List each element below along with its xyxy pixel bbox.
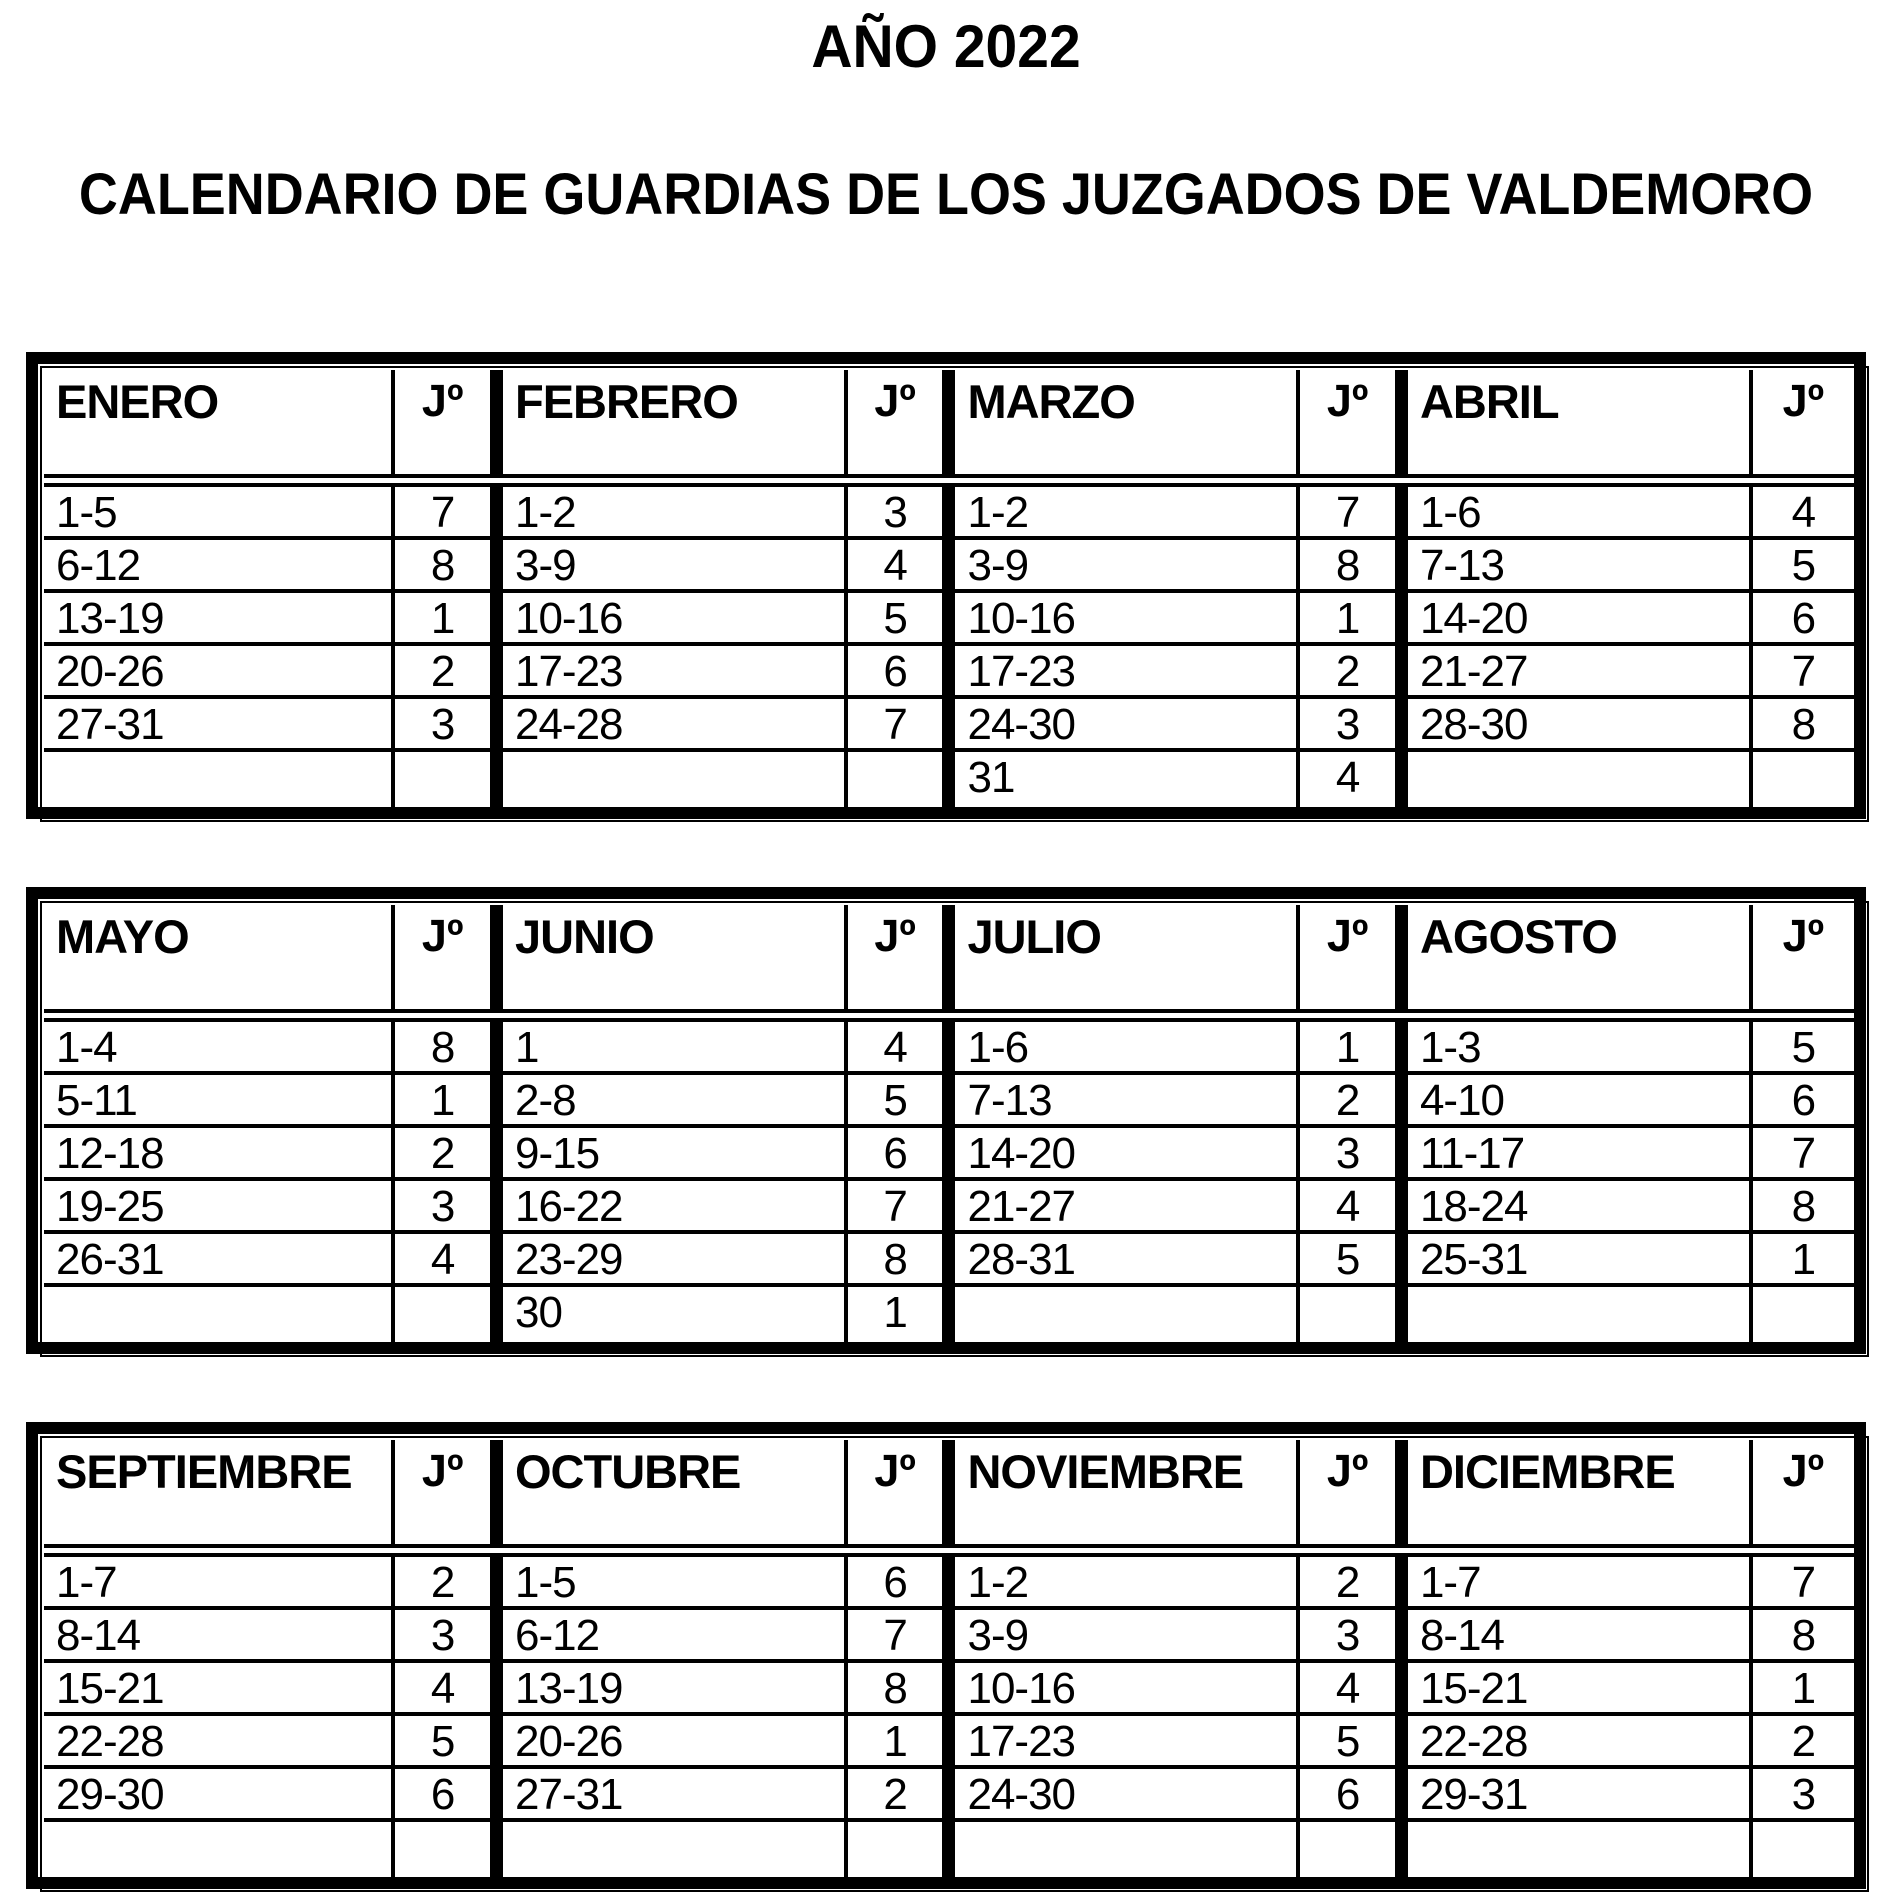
- court-number-cell: 8: [1298, 538, 1401, 591]
- court-number-cell: 5: [1751, 538, 1854, 591]
- court-number-cell: 6: [393, 1767, 496, 1820]
- guard-dates-cell: 24-30: [949, 1767, 1298, 1820]
- calendar-block-ene-abr: [26, 352, 1866, 819]
- court-number-cell: 6: [1298, 1767, 1401, 1820]
- court-column-header: Jº: [1298, 905, 1401, 1016]
- month-header: OCTUBRE: [496, 1440, 845, 1551]
- court-number-cell: 7: [846, 1608, 949, 1661]
- guard-dates-cell: 9-15: [496, 1126, 845, 1179]
- court-number-cell: 8: [1751, 697, 1854, 750]
- guard-dates-cell: 10-16: [496, 591, 845, 644]
- month-header: DICIEMBRE: [1401, 1440, 1750, 1551]
- table-row: [44, 1608, 1854, 1661]
- court-number-cell: [393, 1285, 496, 1342]
- court-number-cell: 5: [1298, 1232, 1401, 1285]
- court-number-cell: 3: [393, 697, 496, 750]
- court-column-header: Jº: [846, 370, 949, 481]
- court-number-cell: 1: [1751, 1661, 1854, 1714]
- table-row: [44, 1714, 1854, 1767]
- table-row: [44, 750, 1854, 807]
- guard-dates-cell: 7-13: [949, 1073, 1298, 1126]
- court-number-cell: [846, 1820, 949, 1877]
- guard-dates-cell: 31: [949, 750, 1298, 807]
- court-number-cell: [393, 1820, 496, 1877]
- guard-dates-cell: 27-31: [496, 1767, 845, 1820]
- court-number-cell: 4: [1298, 1661, 1401, 1714]
- table-row: [44, 1767, 1854, 1820]
- guard-dates-cell: 1-2: [949, 481, 1298, 539]
- table-row: [44, 1232, 1854, 1285]
- court-number-cell: 2: [846, 1767, 949, 1820]
- court-number-cell: 2: [1298, 644, 1401, 697]
- guard-dates-cell: 11-17: [1401, 1126, 1750, 1179]
- court-number-cell: 7: [1751, 1551, 1854, 1609]
- guard-dates-cell: 5-11: [44, 1073, 393, 1126]
- guard-dates-cell: 6-12: [44, 538, 393, 591]
- guard-dates-cell: [496, 750, 845, 807]
- court-column-header: Jº: [846, 1440, 949, 1551]
- guard-calendar-table-q2: [44, 905, 1854, 1342]
- table-row: [44, 1179, 1854, 1232]
- court-number-cell: 2: [1298, 1551, 1401, 1609]
- guard-dates-cell: 1-6: [949, 1016, 1298, 1074]
- court-number-cell: 6: [1751, 591, 1854, 644]
- table-row: [44, 1551, 1854, 1609]
- table-row: [44, 1126, 1854, 1179]
- guard-dates-cell: 12-18: [44, 1126, 393, 1179]
- court-number-cell: 7: [1751, 644, 1854, 697]
- guard-dates-cell: 20-26: [44, 644, 393, 697]
- guard-dates-cell: 29-30: [44, 1767, 393, 1820]
- guard-dates-cell: 24-28: [496, 697, 845, 750]
- court-column-header: Jº: [1298, 370, 1401, 481]
- guard-dates-cell: 24-30: [949, 697, 1298, 750]
- guard-dates-cell: 14-20: [1401, 591, 1750, 644]
- court-number-cell: 8: [846, 1232, 949, 1285]
- guard-dates-cell: [496, 1820, 845, 1877]
- court-number-cell: 2: [1751, 1714, 1854, 1767]
- court-number-cell: [1298, 1285, 1401, 1342]
- table-row: [44, 1073, 1854, 1126]
- guard-dates-cell: 6-12: [496, 1608, 845, 1661]
- guard-dates-cell: [949, 1820, 1298, 1877]
- table-row: [44, 481, 1854, 539]
- court-number-cell: 8: [393, 538, 496, 591]
- page-subtitle: CALENDARIO DE GUARDIAS DE LOS JUZGADOS DE VALDEMORO: [78, 162, 1814, 227]
- court-column-header: Jº: [393, 370, 496, 481]
- court-number-cell: 7: [1298, 481, 1401, 539]
- guard-dates-cell: 16-22: [496, 1179, 845, 1232]
- calendar-block-sep-dic: [26, 1422, 1866, 1889]
- court-number-cell: 3: [1751, 1767, 1854, 1820]
- court-number-cell: 4: [393, 1232, 496, 1285]
- table-row: [44, 591, 1854, 644]
- table-row: [44, 1285, 1854, 1342]
- guard-dates-cell: 2-8: [496, 1073, 845, 1126]
- guard-dates-cell: 13-19: [496, 1661, 845, 1714]
- guard-dates-cell: 26-31: [44, 1232, 393, 1285]
- court-number-cell: 7: [846, 1179, 949, 1232]
- court-number-cell: 3: [1298, 697, 1401, 750]
- table-row: [44, 1820, 1854, 1877]
- court-number-cell: 2: [1298, 1073, 1401, 1126]
- guard-dates-cell: 1-5: [44, 481, 393, 539]
- guard-dates-cell: 1-7: [1401, 1551, 1750, 1609]
- guard-dates-cell: 10-16: [949, 1661, 1298, 1714]
- guard-dates-cell: 15-21: [44, 1661, 393, 1714]
- guard-dates-cell: 28-30: [1401, 697, 1750, 750]
- guard-dates-cell: 8-14: [44, 1608, 393, 1661]
- guard-dates-cell: 22-28: [44, 1714, 393, 1767]
- court-number-cell: 1: [1298, 591, 1401, 644]
- court-column-header: Jº: [846, 905, 949, 1016]
- guard-dates-cell: 27-31: [44, 697, 393, 750]
- month-header: SEPTIEMBRE: [44, 1440, 393, 1551]
- court-number-cell: [1751, 1820, 1854, 1877]
- court-number-cell: 8: [1751, 1608, 1854, 1661]
- court-number-cell: 4: [1298, 750, 1401, 807]
- table-row: [44, 1661, 1854, 1714]
- guard-dates-cell: [44, 1820, 393, 1877]
- court-column-header: Jº: [393, 1440, 496, 1551]
- guard-dates-cell: 3-9: [949, 538, 1298, 591]
- court-number-cell: [393, 750, 496, 807]
- court-number-cell: 6: [846, 1551, 949, 1609]
- court-number-cell: 2: [393, 1126, 496, 1179]
- court-number-cell: 5: [1298, 1714, 1401, 1767]
- guard-dates-cell: 25-31: [1401, 1232, 1750, 1285]
- calendar-block-may-ago: [26, 887, 1866, 1354]
- court-column-header: Jº: [1751, 1440, 1854, 1551]
- guard-dates-cell: 20-26: [496, 1714, 845, 1767]
- guard-dates-cell: 3-9: [496, 538, 845, 591]
- guard-dates-cell: 19-25: [44, 1179, 393, 1232]
- court-number-cell: 5: [846, 591, 949, 644]
- court-number-cell: 7: [393, 481, 496, 539]
- guard-dates-cell: 17-23: [949, 1714, 1298, 1767]
- table-row: [44, 644, 1854, 697]
- court-number-cell: 3: [846, 481, 949, 539]
- court-number-cell: 6: [846, 1126, 949, 1179]
- court-number-cell: 1: [393, 591, 496, 644]
- guard-dates-cell: 8-14: [1401, 1608, 1750, 1661]
- guard-dates-cell: 1-3: [1401, 1016, 1750, 1074]
- table-row: [44, 1016, 1854, 1074]
- court-number-cell: 1: [846, 1714, 949, 1767]
- header-row: [44, 905, 1854, 1016]
- guard-dates-cell: 30: [496, 1285, 845, 1342]
- guard-dates-cell: 17-23: [949, 644, 1298, 697]
- court-number-cell: 8: [846, 1661, 949, 1714]
- guard-dates-cell: 22-28: [1401, 1714, 1750, 1767]
- table-row: [44, 697, 1854, 750]
- court-number-cell: 4: [1751, 481, 1854, 539]
- guard-calendar-table-q1: [44, 370, 1854, 807]
- court-column-header: Jº: [393, 905, 496, 1016]
- court-number-cell: 5: [1751, 1016, 1854, 1074]
- guard-dates-cell: 1: [496, 1016, 845, 1074]
- court-number-cell: 2: [393, 644, 496, 697]
- month-header: FEBRERO: [496, 370, 845, 481]
- court-number-cell: 4: [846, 538, 949, 591]
- header-row: [44, 370, 1854, 481]
- court-number-cell: 5: [846, 1073, 949, 1126]
- guard-dates-cell: [44, 1285, 393, 1342]
- court-number-cell: 6: [846, 644, 949, 697]
- guard-dates-cell: 23-29: [496, 1232, 845, 1285]
- guard-dates-cell: 28-31: [949, 1232, 1298, 1285]
- guard-dates-cell: 1-2: [949, 1551, 1298, 1609]
- guard-dates-cell: [1401, 1285, 1750, 1342]
- court-number-cell: 7: [1751, 1126, 1854, 1179]
- guard-calendar-table-q3: [44, 1440, 1854, 1877]
- court-column-header: Jº: [1751, 370, 1854, 481]
- court-column-header: Jº: [1751, 905, 1854, 1016]
- court-number-cell: 1: [1751, 1232, 1854, 1285]
- court-number-cell: [1298, 1820, 1401, 1877]
- court-number-cell: 1: [846, 1285, 949, 1342]
- month-header: AGOSTO: [1401, 905, 1750, 1016]
- guard-dates-cell: [1401, 750, 1750, 807]
- guard-dates-cell: 17-23: [496, 644, 845, 697]
- court-number-cell: 2: [393, 1551, 496, 1609]
- court-number-cell: 4: [1298, 1179, 1401, 1232]
- court-number-cell: 3: [1298, 1126, 1401, 1179]
- guard-dates-cell: 1-4: [44, 1016, 393, 1074]
- guard-dates-cell: 1-5: [496, 1551, 845, 1609]
- court-number-cell: 1: [1298, 1016, 1401, 1074]
- guard-dates-cell: 18-24: [1401, 1179, 1750, 1232]
- month-header: JULIO: [949, 905, 1298, 1016]
- month-header: MARZO: [949, 370, 1298, 481]
- court-number-cell: 8: [1751, 1179, 1854, 1232]
- table-row: [44, 538, 1854, 591]
- guard-dates-cell: 13-19: [44, 591, 393, 644]
- court-number-cell: 5: [393, 1714, 496, 1767]
- court-column-header: Jº: [1298, 1440, 1401, 1551]
- header-row: [44, 1440, 1854, 1551]
- guard-dates-cell: 14-20: [949, 1126, 1298, 1179]
- court-number-cell: 3: [393, 1179, 496, 1232]
- court-number-cell: 4: [393, 1661, 496, 1714]
- court-number-cell: [1751, 750, 1854, 807]
- court-number-cell: 3: [1298, 1608, 1401, 1661]
- guard-dates-cell: 1-7: [44, 1551, 393, 1609]
- court-number-cell: 7: [846, 697, 949, 750]
- court-number-cell: [1751, 1285, 1854, 1342]
- guard-dates-cell: 4-10: [1401, 1073, 1750, 1126]
- guard-dates-cell: 10-16: [949, 591, 1298, 644]
- court-number-cell: 3: [393, 1608, 496, 1661]
- guard-dates-cell: 21-27: [949, 1179, 1298, 1232]
- guard-dates-cell: 7-13: [1401, 538, 1750, 591]
- guard-dates-cell: [1401, 1820, 1750, 1877]
- court-number-cell: 8: [393, 1016, 496, 1074]
- guard-dates-cell: 21-27: [1401, 644, 1750, 697]
- month-header: JUNIO: [496, 905, 845, 1016]
- month-header: ENERO: [44, 370, 393, 481]
- month-header: NOVIEMBRE: [949, 1440, 1298, 1551]
- page-title: AÑO 2022: [811, 13, 1081, 80]
- court-number-cell: 4: [846, 1016, 949, 1074]
- guard-dates-cell: 1-2: [496, 481, 845, 539]
- court-number-cell: [846, 750, 949, 807]
- guard-dates-cell: [949, 1285, 1298, 1342]
- court-number-cell: 6: [1751, 1073, 1854, 1126]
- guard-dates-cell: 3-9: [949, 1608, 1298, 1661]
- month-header: ABRIL: [1401, 370, 1750, 481]
- guard-dates-cell: 1-6: [1401, 481, 1750, 539]
- court-number-cell: 1: [393, 1073, 496, 1126]
- month-header: MAYO: [44, 905, 393, 1016]
- guard-dates-cell: [44, 750, 393, 807]
- guard-dates-cell: 15-21: [1401, 1661, 1750, 1714]
- guard-dates-cell: 29-31: [1401, 1767, 1750, 1820]
